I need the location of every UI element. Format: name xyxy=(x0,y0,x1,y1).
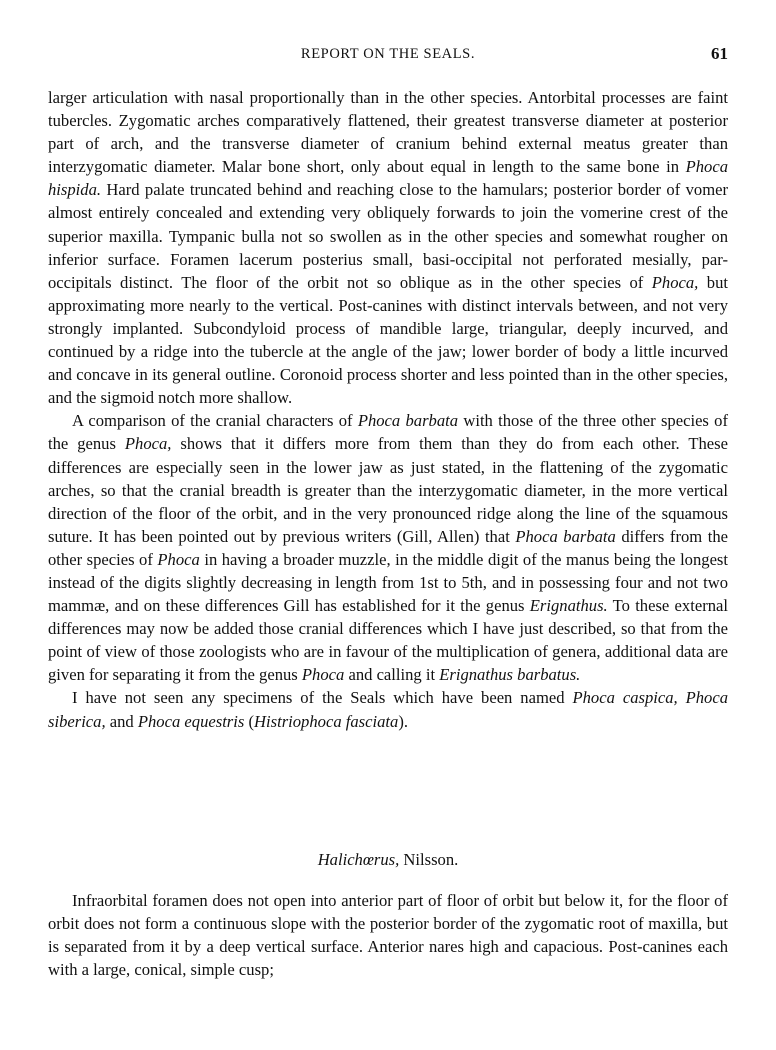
text-run: and calling it xyxy=(344,665,440,685)
text-run: ( xyxy=(244,711,255,731)
paragraph-2 xyxy=(48,409,728,686)
genus-name: Erignathus. xyxy=(529,596,608,616)
text-run: with those of the three other species of the genus xyxy=(48,411,729,454)
text-run: A comparison of the cranial characters of xyxy=(72,411,358,431)
species-name: Histriophoca fasciata xyxy=(254,711,399,731)
text-run: larger articulation with nasal proportionally than in the other species. Antorbital processes are faint tubercles. Zygomatic arches comparatively flattened, their greatest transverse diameter at posterior part of arch, and the transverse diameter of cranium behind external meatus greater than interzygomatic diameter. Malar bone short, only about equal in length to the same bone in xyxy=(48,88,728,177)
section-author: Nilsson. xyxy=(399,850,459,869)
genus-name: Phoca xyxy=(157,549,200,569)
species-name: Phoca equestris xyxy=(137,711,245,731)
section-genus: Halichœrus, xyxy=(317,850,400,869)
section-heading xyxy=(48,848,728,871)
species-name: Phoca barbata xyxy=(357,411,459,431)
text-run: differs from the other species of xyxy=(48,526,728,569)
section-text xyxy=(48,889,728,981)
text-run: but approximating more nearly to the vertical. Post-canines with distinct intervals between, and not very strongly implanted. Subcondyloid process of mandible large, triangular, deeply incurved, and continued by a ridge into the tubercle at the angle of the jaw; lower border of body a little incurved and concave in its general outline. Coronoid process shorter and less pointed than in the other species, and the sigmoid notch more shallow. xyxy=(48,272,728,408)
species-name: Phoca hispida. xyxy=(48,157,728,200)
text-run: I have not seen any specimens of the Seals which have been named xyxy=(72,688,573,708)
genus-name: Phoca xyxy=(301,665,345,685)
genus-name: Phoca, xyxy=(124,434,172,454)
text-run: ). xyxy=(398,711,408,731)
paragraph-4: Infraorbital foramen does not open into anterior part of floor of orbit but below it, for the floor of orbit does not form a continuous slope with the posterior border of the zygomatic root of maxilla, but is separated from it by a deep vertical surface. Anterior nares high and capacious. Post-canines each with a large, conical, simple cusp; xyxy=(48,891,728,980)
running-title: REPORT ON THE SEALS. xyxy=(300,46,476,62)
paragraph-3 xyxy=(48,686,728,732)
text-run: shows that it differs more from them than they do from each other. These differences are especially seen in the lower jaw as just stated, in the flattening of the zygomatic arches, so that the cranial breadth is greater than the interzygomatic diameter, in the more vertical direction of the floor of the orbit, and in the very pronounced ridge along the line of the squamous suture. It has been pointed out by previous writers (Gill, Allen) that xyxy=(48,434,728,546)
text-run: To these external differences may now be added those cranial differences which I have just described, so that from the point of view of those zoologists who are in favour of the multiplication of genera, additional data are given for separating it from the genus xyxy=(48,596,728,685)
text-run: Hard palate truncated behind and reaching close to the hamulars; posterior border of vomer almost entirely concealed and extending very obliquely forwards to join the vomerine crest of the superior maxilla. Tympanic bulla not so swollen as in the other species and somewhat rougher on inferior surface. Foramen lacerum posterius small, basi-occipital not perforated mesially, par-occipitals distinct. The floor of the orbit not so oblique as in the other species of xyxy=(48,180,728,292)
page-number: 61 xyxy=(711,44,728,63)
species-name: Erignathus barbatus. xyxy=(439,665,581,685)
main-text xyxy=(48,86,728,733)
text-run: in having a broader muzzle, in the middle digit of the manus being the longest instead of the digits slightly decreasing in length from 1st to 5th, and in possessing four and not two mammæ, and on these differences Gill has established for it the genus xyxy=(48,549,728,616)
running-header xyxy=(48,46,728,70)
species-name: Phoca caspica, Phoca siberica, xyxy=(48,688,728,731)
genus-name: Phoca, xyxy=(651,272,699,292)
species-name: Phoca barbata xyxy=(515,526,616,546)
paragraph-1 xyxy=(48,86,728,409)
text-run: and xyxy=(105,711,138,731)
